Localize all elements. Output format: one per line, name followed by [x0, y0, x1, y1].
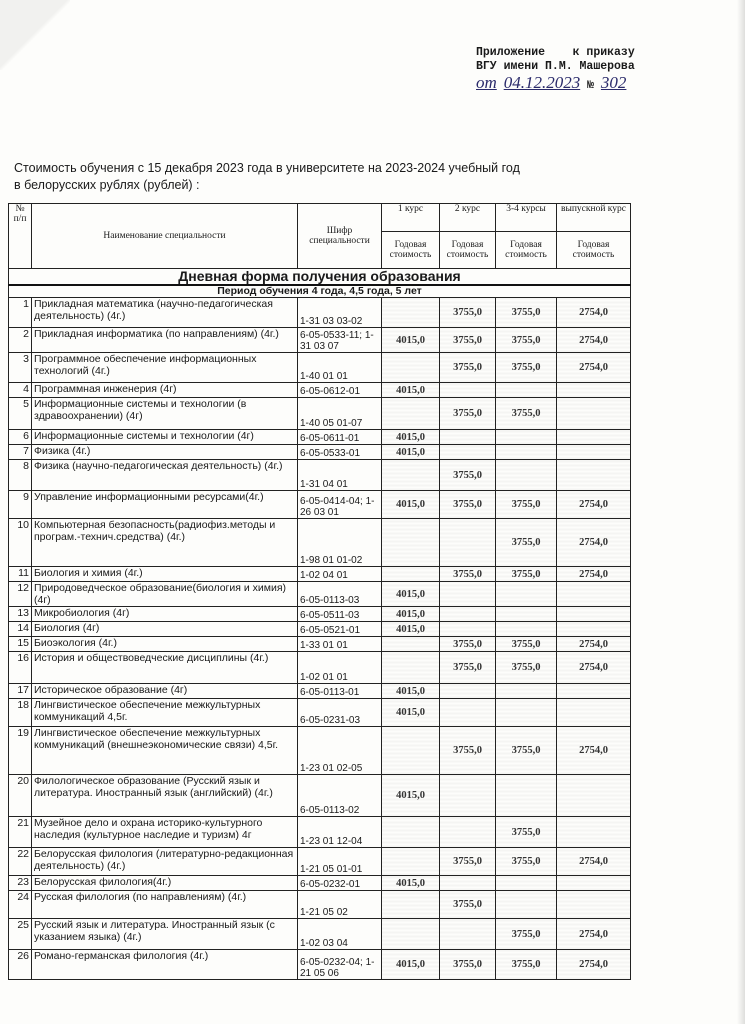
cost-course-final: [557, 398, 631, 430]
cost-course-3-4: 3755,0: [496, 398, 557, 430]
cost-course-1: [382, 298, 440, 328]
specialty-code: 1-31 03 03-02: [298, 298, 382, 328]
header-cost: Годовая стоимость: [557, 232, 631, 269]
specialty-name: Лингвистическое обеспечение межкультурных коммуникаций (внешнеэкономические связи) 4,5г.: [32, 727, 298, 775]
row-number: 17: [9, 684, 32, 699]
cost-course-final: [557, 876, 631, 891]
cost-course-1: [382, 567, 440, 582]
cost-course-2: [440, 383, 496, 398]
cost-course-1: 4015,0: [382, 383, 440, 398]
specialty-name: Филологическое образование (Русский язык и литература. Иностранный язык (английский) (4г.): [32, 775, 298, 817]
cost-course-3-4: [496, 607, 557, 622]
cost-course-1: 4015,0: [382, 950, 440, 980]
tuition-table: [8, 203, 631, 980]
header-cost: Годовая стоимость: [382, 232, 440, 269]
cost-course-final: 2754,0: [557, 328, 631, 353]
row-number: 22: [9, 848, 32, 876]
cost-course-2: [440, 607, 496, 622]
specialty-code: 1-31 04 01: [298, 460, 382, 491]
specialty-name: Белорусская филология(4г.): [32, 876, 298, 891]
table-row: [9, 607, 631, 622]
cost-course-2: 3755,0: [440, 891, 496, 919]
specialty-name: Физика (научно-педагогическая деятельность) (4г.): [32, 460, 298, 491]
cost-course-3-4: 3755,0: [496, 817, 557, 848]
specialty-name: Историческое образование (4г): [32, 684, 298, 699]
cost-course-final: [557, 607, 631, 622]
specialty-code: 6-05-0113-01: [298, 684, 382, 699]
row-number: 23: [9, 876, 32, 891]
cost-course-3-4: 3755,0: [496, 848, 557, 876]
specialty-code: 6-05-0521-01: [298, 622, 382, 637]
cost-course-1: 4015,0: [382, 491, 440, 519]
cost-course-1: 4015,0: [382, 445, 440, 460]
cost-course-3-4: [496, 622, 557, 637]
folded-corner: [0, 0, 70, 70]
row-number: 4: [9, 383, 32, 398]
cost-course-2: [440, 699, 496, 727]
cost-course-2: [440, 430, 496, 445]
cost-course-1: [382, 891, 440, 919]
cost-course-3-4: [496, 876, 557, 891]
specialty-name: Прикладная информатика (по направлениям) (4г.): [32, 328, 298, 353]
cost-course-2: 3755,0: [440, 637, 496, 652]
row-number: 2: [9, 328, 32, 353]
cost-course-1: [382, 919, 440, 950]
cost-course-2: 3755,0: [440, 298, 496, 328]
cost-course-final: 2754,0: [557, 848, 631, 876]
cost-course-3-4: 3755,0: [496, 298, 557, 328]
cost-course-2: 3755,0: [440, 328, 496, 353]
table-row: [9, 891, 631, 919]
cost-course-1: 4015,0: [382, 622, 440, 637]
row-number: 1: [9, 298, 32, 328]
order-number: 302: [600, 73, 627, 92]
row-number: 8: [9, 460, 32, 491]
specialty-name: История и обществоведческие дисциплины (4г.): [32, 652, 298, 684]
cost-course-3-4: [496, 582, 557, 607]
cost-course-1: [382, 817, 440, 848]
cost-course-1: 4015,0: [382, 699, 440, 727]
cost-course-3-4: 3755,0: [496, 652, 557, 684]
cost-course-1: 4015,0: [382, 582, 440, 607]
row-number: 24: [9, 891, 32, 919]
row-number: 15: [9, 637, 32, 652]
cost-course-final: [557, 445, 631, 460]
cost-course-final: [557, 460, 631, 491]
header-course-1: 1 курс: [382, 204, 440, 232]
appendix-line-1: Приложение к приказу: [476, 46, 635, 59]
cost-course-3-4: [496, 383, 557, 398]
specialty-name: Русская филология (по направлениям) (4г.): [32, 891, 298, 919]
cost-course-2: [440, 919, 496, 950]
specialty-code: 6-05-0232-01: [298, 876, 382, 891]
cost-course-final: 2754,0: [557, 298, 631, 328]
table-row: [9, 491, 631, 519]
row-number: 12: [9, 582, 32, 607]
section-title: Дневная форма получения образования: [9, 269, 631, 286]
cost-course-1: [382, 519, 440, 567]
table-row: [9, 684, 631, 699]
header-cost: Годовая стоимость: [440, 232, 496, 269]
row-number: 5: [9, 398, 32, 430]
cost-course-2: 3755,0: [440, 491, 496, 519]
cost-course-final: 2754,0: [557, 353, 631, 383]
cost-course-1: [382, 398, 440, 430]
cost-course-1: 4015,0: [382, 876, 440, 891]
row-number: 25: [9, 919, 32, 950]
table-row: [9, 328, 631, 353]
number-prefix: №: [587, 79, 594, 92]
cost-course-1: 4015,0: [382, 607, 440, 622]
cost-course-1: [382, 652, 440, 684]
row-number: 9: [9, 491, 32, 519]
cost-course-2: [440, 582, 496, 607]
table-row: [9, 353, 631, 383]
cost-course-2: 3755,0: [440, 398, 496, 430]
date-prefix: от: [476, 73, 497, 92]
header-name: Наименование специальности: [32, 204, 298, 269]
specialty-name: Русский язык и литература. Иностранный язык (с указанием языка) (4г.): [32, 919, 298, 950]
cost-course-3-4: [496, 460, 557, 491]
specialty-code: 6-05-0533-01: [298, 445, 382, 460]
table-row: [9, 398, 631, 430]
cost-course-1: 4015,0: [382, 430, 440, 445]
specialty-code: 1-33 01 01: [298, 637, 382, 652]
table-body: [9, 269, 631, 980]
cost-course-2: 3755,0: [440, 353, 496, 383]
table-row: [9, 298, 631, 328]
cost-course-final: [557, 891, 631, 919]
cost-course-3-4: [496, 684, 557, 699]
specialty-name: Лингвистическое обеспечение межкультурных коммуникаций 4,5г.: [32, 699, 298, 727]
cost-course-3-4: 3755,0: [496, 637, 557, 652]
heading-line-1: Стоимость обучения с 15 декабря 2023 года в университете на 2023-2024 учебный год: [14, 161, 520, 175]
specialty-name: Биология (4г): [32, 622, 298, 637]
table-row: [9, 637, 631, 652]
specialty-name: Программное обеспечение информационных технологий (4г.): [32, 353, 298, 383]
table-row: [9, 727, 631, 775]
specialty-name: Программная инженерия (4г): [32, 383, 298, 398]
cost-course-3-4: 3755,0: [496, 491, 557, 519]
specialty-name: Микробиология (4г): [32, 607, 298, 622]
specialty-code: 1-02 03 04: [298, 919, 382, 950]
table-row: [9, 567, 631, 582]
cost-course-final: 2754,0: [557, 567, 631, 582]
cost-course-final: [557, 582, 631, 607]
row-number: 21: [9, 817, 32, 848]
row-number: 3: [9, 353, 32, 383]
specialty-name: Физика (4г.): [32, 445, 298, 460]
specialty-code: 1-23 01 12-04: [298, 817, 382, 848]
header-code: Шифр специальности: [298, 204, 382, 269]
appendix-line-2: ВГУ имени П.М. Машерова: [476, 60, 635, 73]
cost-course-2: [440, 684, 496, 699]
cost-course-final: 2754,0: [557, 637, 631, 652]
row-number: 7: [9, 445, 32, 460]
cost-course-2: [440, 775, 496, 817]
specialty-name: Биология и химия (4г.): [32, 567, 298, 582]
table-row: [9, 950, 631, 980]
header-num: № п/п: [9, 204, 32, 269]
table-row: [9, 699, 631, 727]
cost-course-2: 3755,0: [440, 652, 496, 684]
appendix-date-line: [476, 73, 656, 93]
row-number: 11: [9, 567, 32, 582]
table-row: [9, 445, 631, 460]
cost-course-1: 4015,0: [382, 684, 440, 699]
table-row: [9, 460, 631, 491]
cost-course-1: [382, 848, 440, 876]
cost-course-2: [440, 876, 496, 891]
cost-course-2: 3755,0: [440, 727, 496, 775]
table-row: [9, 876, 631, 891]
row-number: 16: [9, 652, 32, 684]
cost-course-3-4: 3755,0: [496, 950, 557, 980]
cost-course-3-4: [496, 699, 557, 727]
table-row: [9, 582, 631, 607]
row-number: 19: [9, 727, 32, 775]
cost-course-final: 2754,0: [557, 491, 631, 519]
table-row: [9, 383, 631, 398]
specialty-name: Биоэкология (4г.): [32, 637, 298, 652]
row-number: 14: [9, 622, 32, 637]
cost-course-final: 2754,0: [557, 652, 631, 684]
specialty-name: Прикладная математика (научно-педагогическая деятельность) (4г.): [32, 298, 298, 328]
specialty-code: 6-05-0414-04; 1-26 03 01: [298, 491, 382, 519]
page-edge-shadow: [737, 0, 745, 1024]
cost-course-1: 4015,0: [382, 328, 440, 353]
cost-course-final: [557, 684, 631, 699]
specialty-code: 6-05-0231-03: [298, 699, 382, 727]
cost-course-1: 4015,0: [382, 775, 440, 817]
cost-course-1: [382, 727, 440, 775]
cost-course-3-4: [496, 445, 557, 460]
cost-course-final: [557, 622, 631, 637]
cost-course-final: 2754,0: [557, 919, 631, 950]
header-cost: Годовая стоимость: [496, 232, 557, 269]
cost-course-2: 3755,0: [440, 848, 496, 876]
specialty-code: 6-05-0113-03: [298, 582, 382, 607]
cost-course-1: [382, 460, 440, 491]
cost-course-3-4: [496, 891, 557, 919]
row-number: 13: [9, 607, 32, 622]
specialty-name: Белорусская филология (литературно-редакционная деятельность) (4г.): [32, 848, 298, 876]
cost-course-final: 2754,0: [557, 950, 631, 980]
cost-course-1: [382, 637, 440, 652]
specialty-code: 6-05-0113-02: [298, 775, 382, 817]
row-number: 26: [9, 950, 32, 980]
cost-course-final: [557, 430, 631, 445]
cost-course-final: [557, 383, 631, 398]
table-row: [9, 430, 631, 445]
cost-course-final: 2754,0: [557, 727, 631, 775]
document-heading: [14, 160, 574, 194]
table-row: [9, 775, 631, 817]
cost-course-final: 2754,0: [557, 519, 631, 567]
header-course-final: выпускной курс: [557, 204, 631, 232]
cost-course-3-4: [496, 775, 557, 817]
section-period: Период обучения 4 года, 4,5 года, 5 лет: [9, 285, 631, 298]
cost-course-2: 3755,0: [440, 950, 496, 980]
table-row: [9, 652, 631, 684]
cost-course-2: 3755,0: [440, 460, 496, 491]
cost-course-final: [557, 699, 631, 727]
cost-course-final: [557, 775, 631, 817]
appendix-block: [476, 46, 656, 93]
table-row: [9, 622, 631, 637]
specialty-name: Романо-германская филология (4г.): [32, 950, 298, 980]
cost-course-2: [440, 622, 496, 637]
cost-course-3-4: 3755,0: [496, 567, 557, 582]
heading-line-2: в белорусских рублях (рублей) :: [14, 178, 200, 192]
row-number: 18: [9, 699, 32, 727]
specialty-code: 1-21 05 02: [298, 891, 382, 919]
cost-course-3-4: 3755,0: [496, 519, 557, 567]
cost-course-3-4: 3755,0: [496, 727, 557, 775]
cost-course-2: [440, 445, 496, 460]
cost-course-2: [440, 519, 496, 567]
specialty-code: 6-05-0611-01: [298, 430, 382, 445]
table-row: [9, 919, 631, 950]
specialty-code: 6-05-0511-03: [298, 607, 382, 622]
cost-course-1: [382, 353, 440, 383]
specialty-name: Управление информационными ресурсами(4г.): [32, 491, 298, 519]
cost-course-2: [440, 817, 496, 848]
specialty-code: 1-02 01 01: [298, 652, 382, 684]
specialty-code: 6-05-0612-01: [298, 383, 382, 398]
specialty-name: Информационные системы и технологии (4г): [32, 430, 298, 445]
specialty-code: 1-21 05 01-01: [298, 848, 382, 876]
row-number: 10: [9, 519, 32, 567]
cost-course-3-4: 3755,0: [496, 353, 557, 383]
specialty-code: 1-40 05 01-07: [298, 398, 382, 430]
header-course-2: 2 курс: [440, 204, 496, 232]
specialty-code: 6-05-0232-04; 1-21 05 06: [298, 950, 382, 980]
cost-course-3-4: 3755,0: [496, 328, 557, 353]
table-row: [9, 817, 631, 848]
table-row: [9, 848, 631, 876]
row-number: 20: [9, 775, 32, 817]
order-date: 04.12.2023: [503, 73, 581, 92]
specialty-code: 1-40 01 01: [298, 353, 382, 383]
cost-course-2: 3755,0: [440, 567, 496, 582]
specialty-name: Информационные системы и технологии (в здравоохранении) (4г): [32, 398, 298, 430]
specialty-code: 1-23 01 02-05: [298, 727, 382, 775]
specialty-name: Природоведческое образование(биология и химия) (4г): [32, 582, 298, 607]
specialty-code: 1-02 04 01: [298, 567, 382, 582]
header-course-3-4: 3-4 курсы: [496, 204, 557, 232]
table-row: [9, 519, 631, 567]
specialty-name: Музейное дело и охрана историко-культурного наследия (культурное наследие и туризм) 4г: [32, 817, 298, 848]
cost-course-3-4: 3755,0: [496, 919, 557, 950]
cost-course-final: [557, 817, 631, 848]
cost-course-3-4: [496, 430, 557, 445]
specialty-code: 1-98 01 01-02: [298, 519, 382, 567]
specialty-code: 6-05-0533-11; 1-31 03 07: [298, 328, 382, 353]
row-number: 6: [9, 430, 32, 445]
specialty-name: Компьютерная безопасность(радиофиз.методы и програм.-технич.средства) (4г.): [32, 519, 298, 567]
